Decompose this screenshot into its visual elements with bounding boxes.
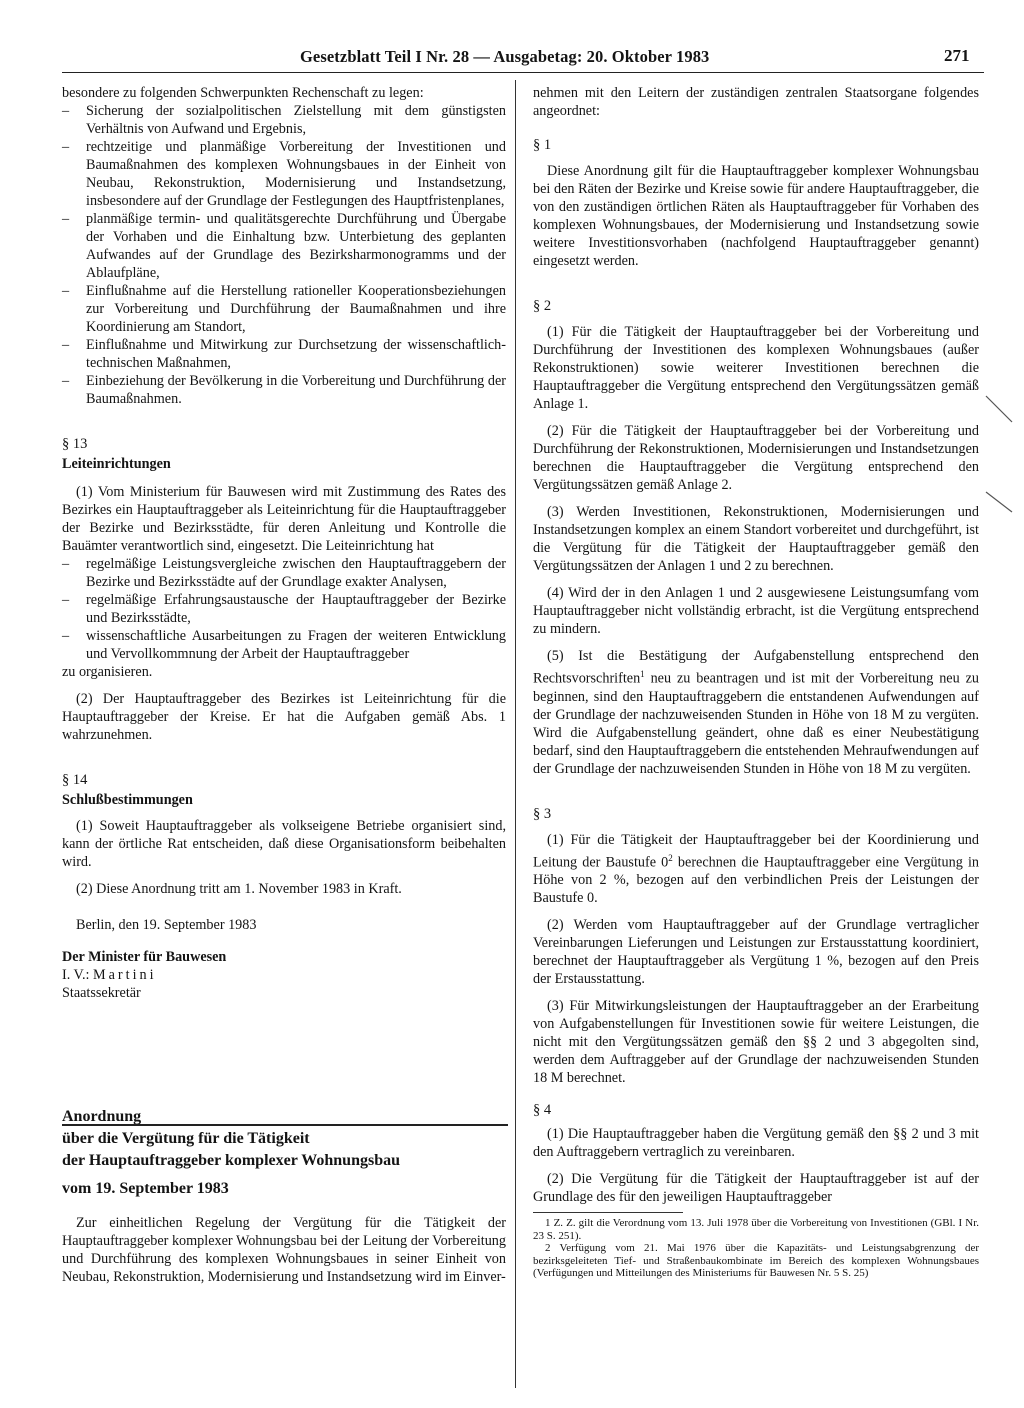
signatory-title: Der Minister für Bauwesen (62, 949, 227, 965)
section-14-para-2: (2) Diese Anordnung tritt am 1. November 1983 in Kraft. (76, 881, 402, 897)
right-column (533, 84, 979, 1280)
section-2-para-2: (2) Für die Tätigkeit der Hauptauftraggeber bei der Vorbereitung und Durchführung der Rekonstruktionen, Modernisierungen und Instandsetzungen berechnen die Hauptauftraggeber die Vergütung entsprechend den Vergütungssätzen gemäß Anlage 2. (533, 423, 979, 493)
section-3-para-3: (3) Für Mitwirkungsleistungen der Hauptauftraggeber an der Erarbeitung von Aufgabenstellungen für Investitionen sowie für weitere Leistungen, die nicht mit den Vergütungssätzen gemäß den §§ 2 und 3 abgegolten sind, werden dem Auftraggeber auf der Grundlage der nachzuweisenden Stunden 18 M berechnet. (533, 998, 979, 1087)
left-column (62, 84, 506, 1286)
intro-text: besondere zu folgenden Schwerpunkten Rechenschaft zu legen: (62, 85, 424, 101)
footnotes (533, 1217, 979, 1280)
section-13-heading: § 13 (62, 436, 88, 452)
section-2-para-1: (1) Für die Tätigkeit der Hauptauftraggeber bei der Vorbereitung und Durchführung der Investitionen des komplexen Wohnungsbaues (außer Rekonstruktionen) sowie weiterer Investitionen berechnen die Hauptauftraggeber die Vergütung entsprechend den Vergütungssätzen gemäß Anlage 1. (533, 324, 979, 412)
section-1-para: Diese Anordnung gilt für die Hauptauftraggeber komplexer Wohnungsbau bei den Räten der Bezirke und Kreise sowie für andere Hauptauftraggeber, die von den zuständigen örtlichen Räten als Hauptauftraggeber für Vorhaben des komplexen Wohnungsbaues, der Modernisierung und Instandsetzung sowie weitere Investitionsvorhaben (nachfolgend Hauptauftraggeber genannt) eingesetzt werden. (533, 163, 979, 269)
section-13-title: Leiteinrichtungen (62, 456, 171, 472)
preamble: Zur einheitlichen Regelung der Vergütung für die Tätigkeit der Hauptauftraggeber komplexer Wohnungsbau bei der Leitung der Vorbereitung und Durchführung des komplexen Wohnungsbaues in seiner Einheit von Neubau, Rekonstruktion, Modernisierung und Instandsetzung wird im Einver- (62, 1215, 506, 1285)
section-13-para-1: (1) Vom Ministerium für Bauwesen wird mit Zustimmung des Rates des Bezirkes ein Hauptauftraggeber als Leiteinrichtung für die Hauptauftraggeber der Bezirke und Bezirksstädte, für deren Anleitung und Kontrolle die Bauämter verantwortlich sind, eingesetzt. Die Leiteinrichtung hat (62, 484, 506, 554)
section-2-para-5: (5) Ist die Bestätigung der Aufgabenstellung entsprechend den Rechtsvorschriften$^1$ neu zu beantragen und ist mit der Vorbereitung neu zu beginnen, sind den Hauptauftraggebern die entstandenen Aufwendungen auf der Grundlage der nachzuweisenden Stunden in Höhe von 18 M zu vergüten. Wird die Aufgabenstellung geändert, ohne daß es einer Neubestätigung bedarf, sind den Hauptauftraggebern die entstehenden Mehraufwendungen auf der Grundlage der nachzuweisenden Stunden in Höhe von 18 M zu vergüten. (533, 648, 979, 777)
preamble-continued: nehmen mit den Leitern der zuständigen zentralen Staatsorgane folgendes angeordnet: (533, 85, 979, 119)
section-13-para-1-end: zu organisieren. (62, 664, 153, 680)
list-item: – Sicherung der sozialpolitischen Zielstellung mit dem günstigsten Verhältnis von Aufwand und Ergebnis, (62, 103, 506, 137)
list-item: – Einbeziehung der Bevölkerung in die Vorbereitung und Durchführung der Baumaßnahmen. (62, 373, 506, 407)
place-date: Berlin, den 19. September 1983 (76, 917, 257, 933)
section-2-heading: § 2 (533, 298, 552, 314)
section-3-heading: § 3 (533, 805, 552, 822)
footnote-ref-1: 1 (640, 669, 645, 679)
list-item: – planmäßige termin- und qualitätsgerechte Durchführung und Übergabe der Vorhaben und die Einhaltung bzw. Unterbietung des geplanten Aufwandes auf der Grundlage des Bezirksharmonogramms und der Ablaufpläne, (62, 211, 506, 281)
header-title: Gesetzblatt Teil I Nr. 28 — Ausgabetag: 20. Oktober 1983 (300, 47, 710, 66)
section-14-para-1: (1) Soweit Hauptauftraggeber als volkseigene Betriebe organisiert sind, kann der örtliche Rat entscheiden, daß diese Organisationsform beibehalten wird. (62, 818, 506, 870)
list-item: – Einflußnahme und Mitwirkung zur Durchsetzung der wissenschaftlich-technischen Maßnahmen, (62, 337, 506, 371)
list-item: – regelmäßige Leistungsvergleiche zwischen den Hauptauftraggebern der Bezirke und Bezirksstädte auf der Grundlage exakter Analysen, (62, 556, 506, 590)
margin-pencil-mark (986, 492, 1016, 532)
signatory-role: Staatssekretär (62, 985, 141, 1001)
section-14-title: Schlußbestimmungen (62, 792, 193, 808)
section-4-heading: § 4 (533, 1102, 552, 1119)
header-rule (62, 72, 984, 73)
section-4-para-1: (1) Die Hauptauftraggeber haben die Vergütung gemäß den §§ 2 und 3 mit den Auftraggebern vertraglich zu vereinbaren. (533, 1126, 979, 1161)
anordnung-subtitle-2: der Hauptauftraggeber komplexer Wohnungsbau (62, 1152, 400, 1169)
leit-list (62, 555, 506, 663)
column-divider (515, 80, 516, 1388)
section-2-para-3: (3) Werden Investitionen, Rekonstruktionen, Modernisierungen und Instandsetzungen komplex an einem Standort vorbereitet und durchgeführt, ist die Vergütung für die Tätigkeit der Hauptauftraggeber gemäß den Vergütungssätzen der Anlagen 1 und 2 zu berechnen. (533, 504, 979, 574)
footnote-ref-2: 2 (668, 852, 673, 863)
list-item: – rechtzeitige und planmäßige Vorbereitung der Investitionen und Baumaßnahmen des komplexen Wohnungsbaues in der Einheit von Neubau, Rekonstruktion, Modernisierung und Instandsetzung, insbesondere auf der Grundlage der Festlegungen des Hauptfristenplanes, (62, 139, 506, 209)
footnote-2: 2 Verfügung vom 21. Mai 1976 über die Kapazitäts- und Leistungsabgrenzung der bezirksgeleiteten Tief- und Straßenbaukombinate im Bereich des komplexen Wohnungsbaues (Verfügungen und Mitteilungen des Ministeriums für Bauwesen Nr. 5 S. 25) (533, 1242, 979, 1280)
signatory-name-line (62, 966, 506, 984)
section-3-para-1: (1) Für die Tätigkeit der Hauptauftraggeber bei der Koordinierung und Leitung der Baustufe $0^2$ berechnen die Hauptauftraggeber eine Vergütung in Höhe von 2 %, bezogen auf den verbindlichen Preis der Leistungen der Baustufe 0. (533, 831, 979, 907)
list-item: – Einflußnahme auf die Herstellung rationeller Kooperationsbeziehungen zur Vorbereitung und Durchführung der Baumaßnahmen und ihre Koordinierung am Standort, (62, 283, 506, 335)
section-4-para-2: (2) Die Vergütung für die Tätigkeit der Hauptauftraggeber ist auf der Grundlage des für den jeweiligen Hauptauftraggeber (533, 1171, 979, 1206)
section-3-para-2: (2) Werden vom Hauptauftraggeber auf der Grundlage vertraglicher Vereinbarungen Lieferungen und Leistungen zur Erstausstattung koordiniert, berechnet der Hauptauftraggeber als Vergütung 1 %, bezogen auf den Preis der Erstausstattung. (533, 917, 979, 988)
margin-pencil-mark (986, 396, 1016, 436)
section-13-para-2: (2) Der Hauptauftraggeber des Bezirkes ist Leiteinrichtung für die Hauptauftraggeber der Kreise. Er hat die Aufgaben gemäß Abs. 1 wahrzunehmen. (62, 691, 506, 743)
footnote-rule (533, 1212, 683, 1213)
section-1-heading: § 1 (533, 137, 552, 153)
page-header (0, 0, 1024, 70)
section-14-heading: § 14 (62, 772, 88, 788)
anordnung-subtitle-1: über die Vergütung für die Tätigkeit (62, 1130, 310, 1147)
duties-list (62, 102, 506, 408)
signatory-iv: I. V.: (62, 967, 90, 983)
anordnung-title: Anordnung (62, 1108, 142, 1125)
signatory-name: Martini (93, 967, 157, 983)
section-separator (62, 1124, 508, 1126)
footnote-1: 1 Z. Z. gilt die Verordnung vom 13. Juli 1978 über die Vorbereitung von Investitionen (GBl. I Nr. 23 S. 251). (533, 1217, 979, 1242)
section-2-para-4: (4) Wird der in den Anlagen 1 und 2 ausgewiesene Leistungsumfang vom Hauptauftraggeber nicht vollständig erbracht, ist die Vergütung entsprechend zu mindern. (533, 585, 979, 637)
list-item: – wissenschaftliche Ausarbeitungen zu Fragen der weiteren Entwicklung und Vervollkommnung der Arbeit der Hauptauftraggeber (62, 628, 506, 662)
anordnung-date: vom 19. September 1983 (62, 1180, 229, 1197)
list-item: – regelmäßige Erfahrungsaustausche der Hauptauftraggeber der Bezirke und Bezirksstädte, (62, 592, 506, 626)
page-number: 271 (944, 46, 970, 65)
